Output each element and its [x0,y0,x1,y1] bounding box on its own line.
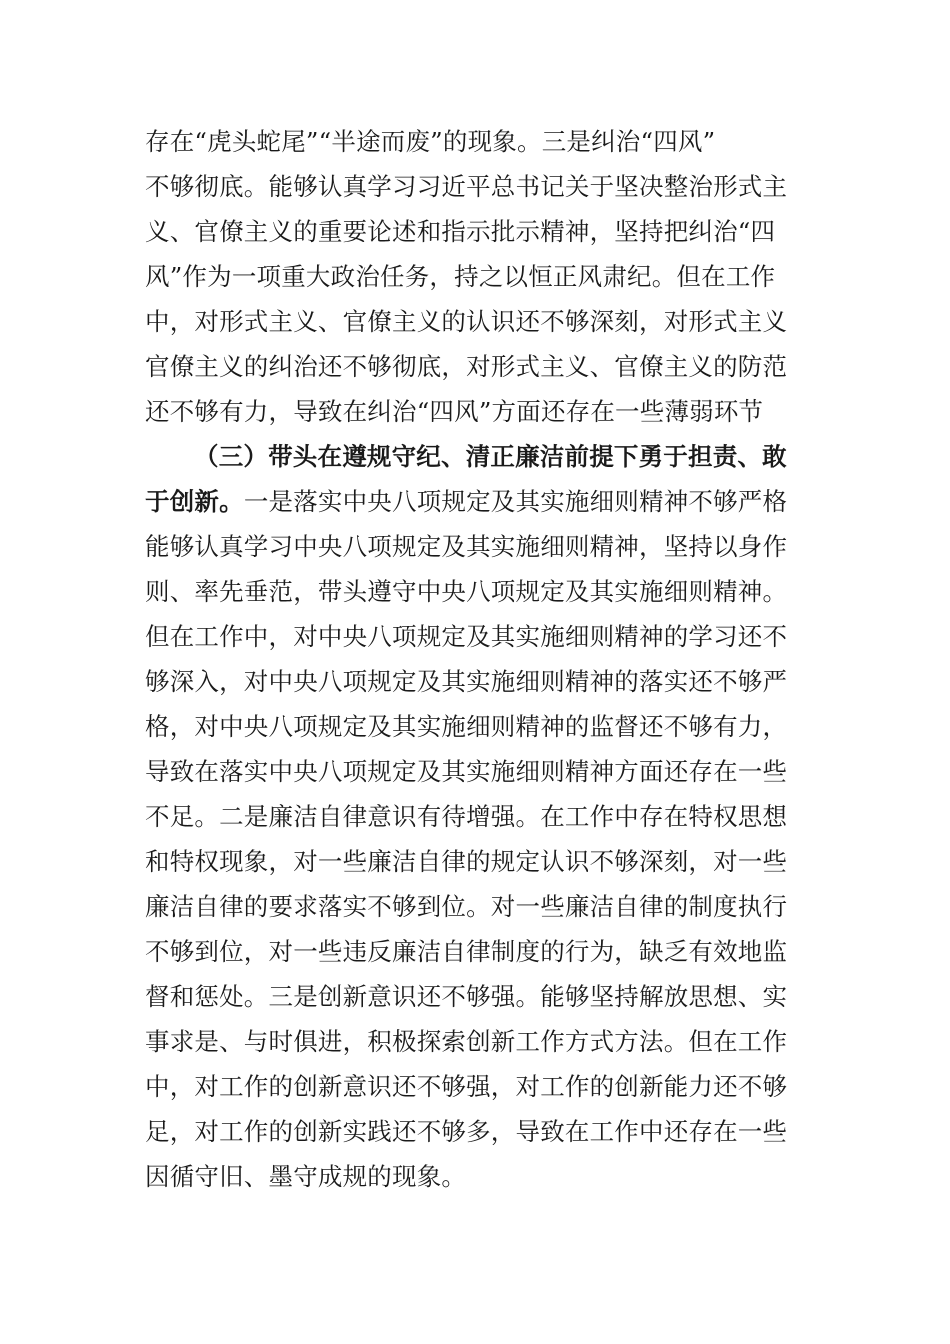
text-line-5: 中，对形式主义、官僚主义的认识还不够深刻，对形式主义 [145,307,788,336]
text-line-10: 能够认真学习中央八项规定及其实施细则精神，坚持以身作 [145,532,788,561]
text-line-13: 够深入，对中央八项规定及其实施细则精神的落实还不够严 [145,667,788,696]
document-body [145,119,815,1199]
text-line-16: 不足。二是廉洁自律意识有待增强。在工作中存在特权思想 [145,802,788,831]
section-heading-3-continuation: 于创新。 [145,487,244,516]
text-line-23: 足，对工作的创新实践还不够多，导致在工作中还存在一些 [145,1117,788,1146]
text-line-11: 则、率先垂范，带头遵守中央八项规定及其实施细则精神。 [145,577,788,606]
text-line-4: 风”作为一项重大政治任务，持之以恒正风肃纪。但在工作 [145,262,776,291]
point-1-lead: 一是落实中央八项规定及其实施细则精神不够严格 [243,487,788,516]
text-line-6: 官僚主义的纠治还不够彻底，对形式主义、官僚主义的防范 [145,352,788,381]
text-line-12: 但在工作中，对中央八项规定及其实施细则精神的学习还不 [145,622,788,651]
text-line-22: 中，对工作的创新意识还不够强，对工作的创新能力还不够 [145,1072,788,1101]
text-line-17: 和特权现象，对一些廉洁自律的规定认识不够深刻，对一些 [145,847,788,876]
text-line-20: 督和惩处。三是创新意识还不够强。能够坚持解放思想、实 [145,982,788,1011]
text-line-21: 事求是、与时俱进，积极探索创新工作方式方法。但在工作 [145,1027,788,1056]
text-line-9 [145,479,815,524]
text-line-1: 存在“虎头蛇尾”“半途而废”的现象。三是纠治“四风” [145,127,716,156]
text-line-3: 义、官僚主义的重要论述和指示批示精神，坚持把纠治“四 [145,217,776,246]
text-line-14: 格，对中央八项规定及其实施细则精神的监督还不够有力， [145,712,788,741]
text-line-24: 因循守旧、墨守成规的现象。 [145,1162,467,1191]
text-line-18: 廉洁自律的要求落实不够到位。对一些廉洁自律的制度执行 [145,892,788,921]
text-line-2: 不够彻底。能够认真学习习近平总书记关于坚决整治形式主 [145,172,788,201]
text-line-19: 不够到位，对一些违反廉洁自律制度的行为，缺乏有效地监 [145,937,788,966]
section-heading-3: （三）带头在遵规守纪、清正廉洁前提下勇于担责、敢 [194,442,787,471]
text-line-7: 还不够有力，导致在纠治“四风”方面还存在一些薄弱环节 [145,397,764,426]
text-line-15: 导致在落实中央八项规定及其实施细则精神方面还存在一些 [145,757,788,786]
